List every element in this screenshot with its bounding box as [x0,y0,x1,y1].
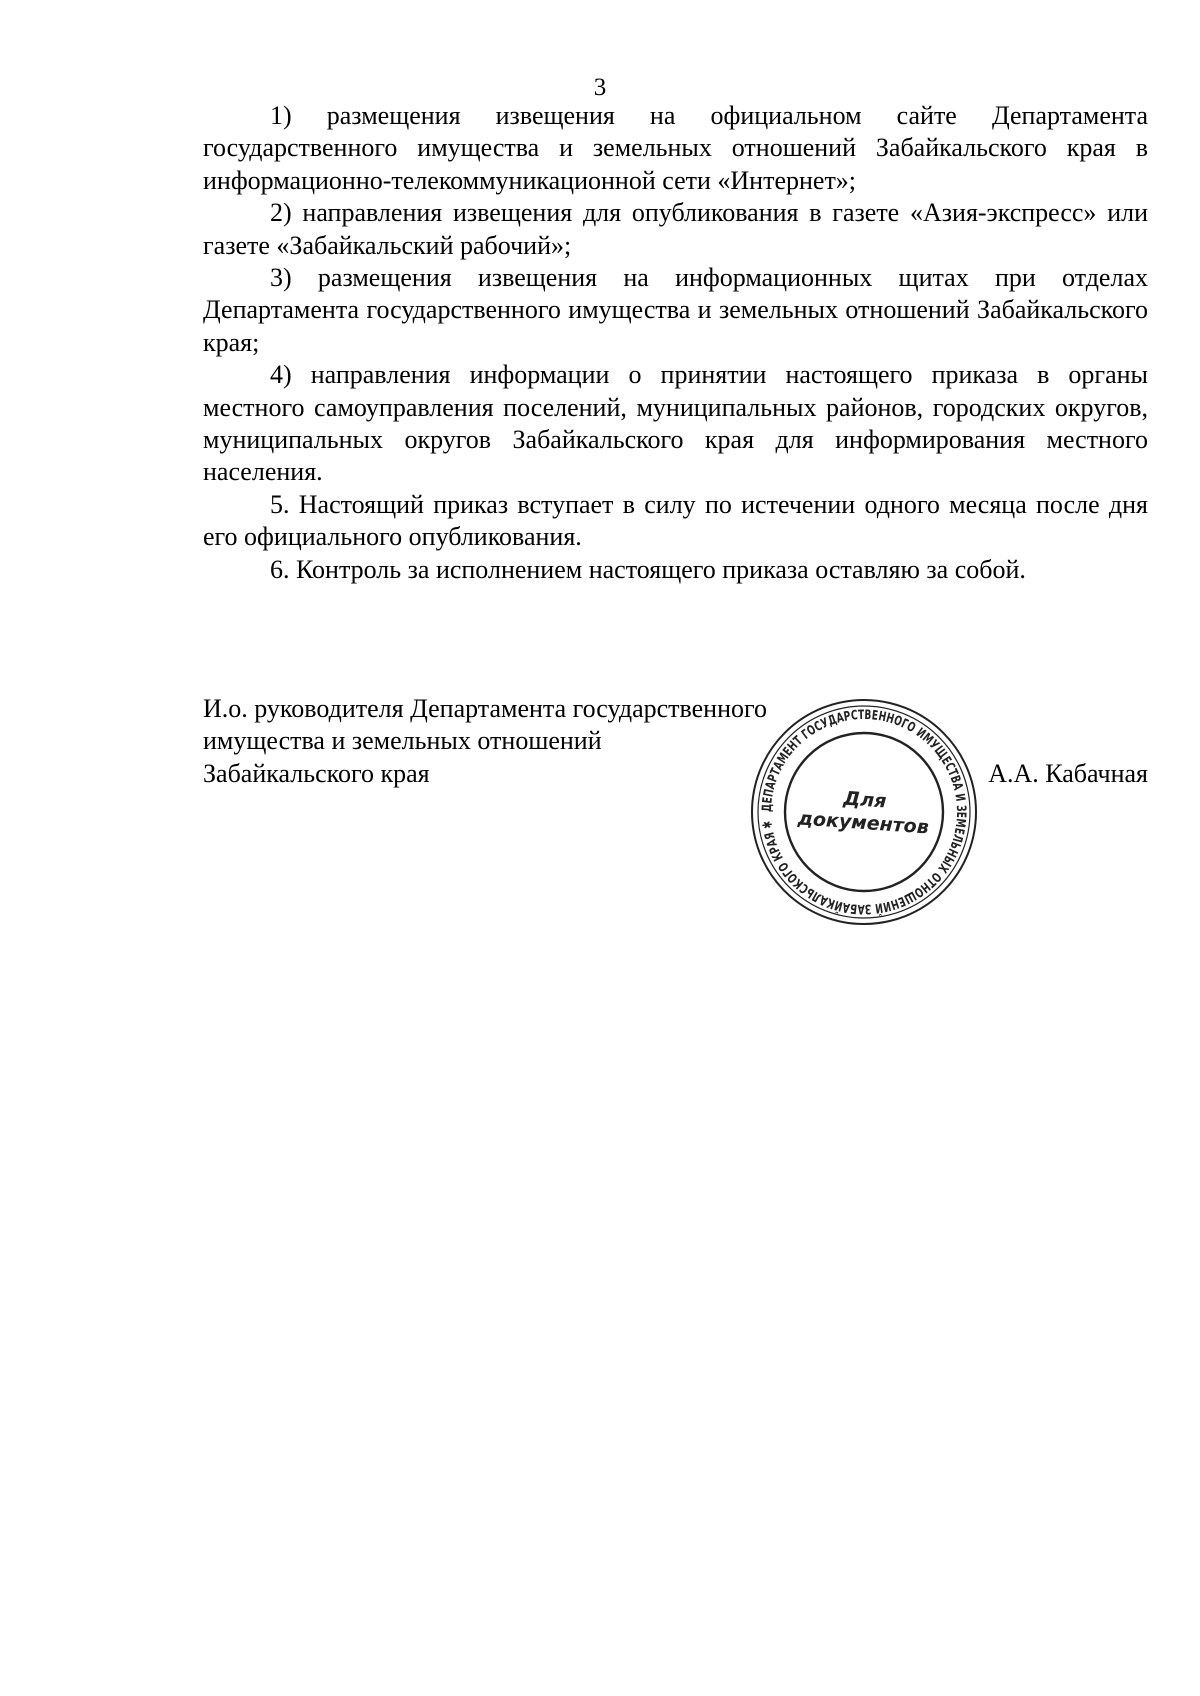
document-body [203,100,1148,586]
paragraph-item-1: 1) размещения извещения на официальном сайте Департамента государственного имущества и земельных отношений Забайкальского края в информационно-телекоммуникационной сети «Интернет»; [203,101,1148,195]
official-seal-stamp [748,696,980,928]
paragraph-item-2: 2) направления извещения для опубликования в газете «Азия-экспресс» или газете «Забайкальский рабочий»; [203,198,1148,260]
seal-center-line-2: документов [796,807,930,839]
paragraph-item-4: 4) направления информации о принятии настоящего приказа в органы местного самоуправления поселений, муниципальных районов, городских округов, муниципальных округов Забайкальского края для информирования местного населения. [203,360,1148,487]
signature-block [203,693,1148,790]
signatory-name: А.А. Кабачная [988,758,1148,788]
signatory-position-line-3: Забайкальского края [203,758,430,788]
seal-graphic [748,696,980,928]
signatory-position-line-1: И.о. руководителя Департамента государственного [203,694,768,723]
paragraph-clause-6: 6. Контроль за исполнением настоящего приказа оставляю за собой. [270,554,1026,584]
paragraph-item-3: 3) размещения извещения на информационных щитах при отделах Департамента государственного имущества и земельных отношений Забайкальского края; [203,263,1148,357]
signatory-position-line-2: имущества и земельных отношений [203,726,602,756]
seal-ring-text-path: ДЕПАРТАМЕНТ ГОСУДАРСТВЕННОГО ИМУЩЕСТВА И ЗЕМЕЛЬНЫХ ОТНОШЕНИЙ ЗАБАЙКАЛЬСКОГО КРАЯ ✱ [759,707,969,917]
seal-center-line-1: Для [842,787,888,813]
paragraph-clause-5: 5. Настоящий приказ вступает в силу по истечении одного месяца после дня его официального опубликования. [203,489,1148,552]
page-number: 3 [593,74,607,101]
